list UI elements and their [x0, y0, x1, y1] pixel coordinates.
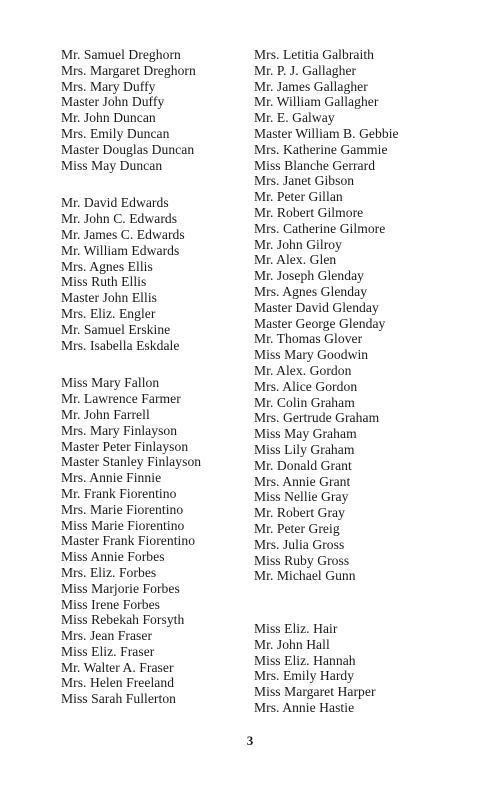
passenger-name: Mrs. Jean Fraser [61, 628, 153, 644]
passenger-name: Mr. Samuel Erskine [61, 321, 171, 337]
passenger-name: Mr. Alex. Glen [254, 252, 337, 268]
passenger-name: Mrs. Helen Freeland [61, 675, 175, 691]
passenger-name: Mr. Peter Greig [254, 520, 340, 536]
passenger-name: Master Stanley Finlayson [61, 454, 202, 470]
name-group [254, 621, 474, 716]
passenger-name: Mrs. Letitia Galbraith [254, 47, 375, 62]
passenger-name: Mrs. Annie Finnie [61, 470, 162, 486]
passenger-name: Miss Mary Fallon [61, 375, 160, 391]
passenger-name: Mr. William Edwards [61, 242, 180, 258]
passenger-name: Mr. John Farrell [61, 406, 150, 422]
passenger-name: Mr. Walter A. Fraser [61, 659, 174, 675]
passenger-name: Mr. E. Galway [254, 110, 335, 126]
passenger-name: Miss Eliz. Fraser [61, 643, 155, 659]
passenger-name: Miss Ruby Gross [254, 552, 350, 568]
passenger-name: Mrs. Mary Duffy [61, 78, 156, 94]
passenger-name: Miss Nellie Gray [254, 489, 349, 505]
passenger-name: Mr. Thomas Glover [254, 331, 363, 347]
passenger-name: Master William B. Gebbie [254, 125, 399, 141]
passenger-name: Mr. James Gallagher [254, 78, 368, 94]
passenger-name: Mr. David Edwards [61, 195, 169, 211]
passenger-name: Mr. John Hall [254, 636, 330, 652]
passenger-name: Mrs. Isabella Eskdale [61, 337, 180, 353]
passenger-name: Master David Glenday [254, 299, 379, 315]
passenger-name: Mr. Donald Grant [254, 457, 352, 473]
passenger-name: Miss Ruth Ellis [61, 274, 147, 290]
page-number: 3 [246, 733, 254, 748]
passenger-name: Miss Margaret Harper [254, 684, 376, 700]
passenger-name: Mr. Frank Fiorentino [61, 485, 177, 501]
passenger-name: Mrs. Agnes Glenday [254, 283, 368, 299]
passenger-name: Mr. John Gilroy [254, 236, 342, 252]
passenger-name: Mr. Michael Gunn [254, 568, 356, 584]
passenger-name: Mrs. Julia Gross [254, 536, 345, 552]
passenger-name: Mrs. Marie Fiorentino [61, 501, 184, 517]
passenger-name: Master Frank Fiorentino [61, 533, 196, 549]
passenger-name: Miss Eliz. Hair [254, 621, 338, 637]
passenger-name: Mr. Robert Gilmore [254, 204, 364, 220]
passenger-name: Miss Rebekah Forsyth [61, 612, 185, 628]
passenger-name: Miss Eliz. Hannah [254, 652, 356, 668]
passenger-name: Mrs. Katherine Gammie [254, 141, 388, 157]
passenger-name: Mr. Lawrence Farmer [61, 391, 181, 407]
passenger-name: Mrs. Eliz. Forbes [61, 564, 157, 580]
passenger-name: Master Douglas Duncan [61, 141, 195, 157]
passenger-name: Mr. John C. Edwards [61, 211, 178, 227]
passenger-name: Mrs. Annie Hastie [254, 700, 355, 716]
passenger-name: Master John Duffy [61, 94, 165, 110]
passenger-name: Miss Irene Forbes [61, 596, 161, 612]
passenger-name: Mrs. Gertrude Graham [254, 410, 380, 426]
passenger-name: Mrs. Annie Grant [254, 473, 351, 489]
passenger-name: Miss Marie Fiorentino [61, 517, 185, 533]
passenger-name: Mr. P. J. Gallagher [254, 62, 357, 78]
passenger-name: Master Peter Finlayson [61, 438, 189, 454]
passenger-name: Miss Lily Graham [254, 441, 355, 457]
passenger-name: Mrs. Emily Hardy [254, 668, 355, 684]
passenger-name: Mr. Peter Gillan [254, 189, 343, 205]
passenger-name: Mrs. Catherine Gilmore [254, 220, 386, 236]
passenger-name: Mrs. Agnes Ellis [61, 258, 153, 274]
passenger-name: Miss May Graham [254, 426, 357, 442]
name-group [61, 47, 281, 173]
passenger-name: Mr. Joseph Glenday [254, 268, 365, 284]
passenger-name: Mrs. Janet Gibson [254, 173, 355, 189]
passenger-name: Mrs. Mary Finlayson [61, 422, 178, 438]
passenger-name: Mr. James C. Edwards [61, 226, 185, 242]
passenger-name: Miss Marjorie Forbes [61, 580, 180, 596]
name-group [61, 195, 281, 353]
passenger-name: Miss Mary Goodwin [254, 347, 369, 363]
name-group [61, 375, 281, 707]
passenger-name: Miss Annie Forbes [61, 549, 165, 565]
passenger-name: Mr. Colin Graham [254, 394, 355, 410]
passenger-name: Mr. William Gallagher [254, 94, 379, 110]
passenger-name: Mr. Samuel Dreghorn [61, 47, 181, 62]
passenger-name: Miss Sarah Fullerton [61, 691, 177, 707]
name-group [254, 47, 474, 584]
passenger-name: Mr. Alex. Gordon [254, 362, 352, 378]
passenger-name: Mr. John Duncan [61, 110, 156, 126]
passenger-name: Master John Ellis [61, 290, 157, 306]
names-column-right [254, 47, 474, 716]
passenger-name: Miss May Duncan [61, 157, 163, 173]
passenger-name: Mr. Robert Gray [254, 505, 345, 521]
passenger-name: Mrs. Margaret Dreghorn [61, 62, 196, 78]
passenger-name: Mrs. Emily Duncan [61, 125, 170, 141]
passenger-name: Master George Glenday [254, 315, 386, 331]
names-column-left [61, 47, 281, 707]
passenger-name: Mrs. Alice Gordon [254, 378, 358, 394]
passenger-name: Miss Blanche Gerrard [254, 157, 376, 173]
passenger-name: Mrs. Eliz. Engler [61, 305, 156, 321]
